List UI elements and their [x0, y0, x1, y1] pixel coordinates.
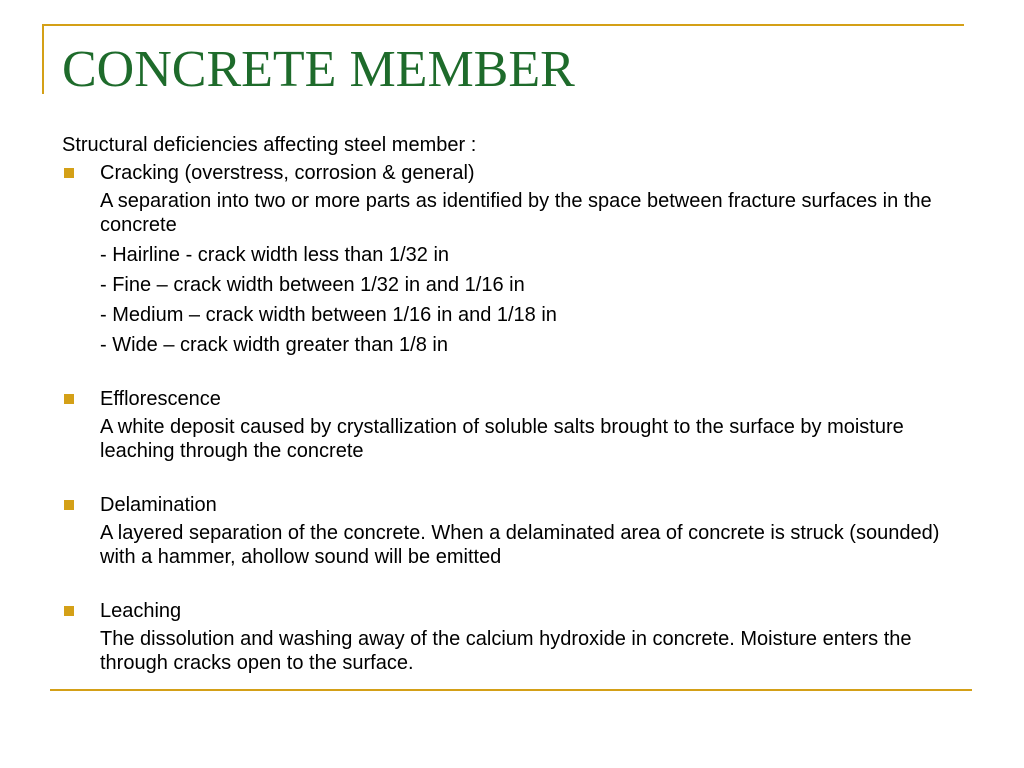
- slide-title: CONCRETE MEMBER: [62, 41, 575, 98]
- crack-width-wide: - Wide – crack width greater than 1/8 in: [100, 334, 448, 356]
- bullet-cracking: [62, 161, 962, 189]
- section-spacer: [62, 357, 962, 387]
- frame-top-rule: [42, 24, 964, 26]
- delamination-definition: A layered separation of the concrete. When a delaminated area of concrete is struck (sounded) with a hammer, ahollow sound will be emitted: [100, 522, 940, 568]
- bullet-heading: Efflorescence: [100, 388, 221, 410]
- bullet-heading: Delamination: [100, 494, 217, 516]
- square-bullet-icon: [64, 168, 74, 178]
- square-bullet-icon: [64, 500, 74, 510]
- frame-bottom-rule: [50, 689, 972, 691]
- crack-width-fine: - Fine – crack width between 1/32 in and 1/16 in: [100, 274, 525, 296]
- bullet-heading: Leaching: [100, 600, 182, 622]
- intro-text: Structural deficiencies affecting steel member :: [62, 134, 477, 156]
- section-spacer: [62, 569, 962, 599]
- crack-width-medium: - Medium – crack width between 1/16 in and 1/18 in: [100, 304, 557, 326]
- section-spacer: [62, 463, 962, 493]
- frame-left-rule: [42, 24, 44, 94]
- bullet-heading: Cracking (overstress, corrosion & general): [100, 162, 475, 184]
- efflorescence-definition: A white deposit caused by crystallization of soluble salts brought to the surface by moisture leaching through the concrete: [100, 416, 904, 462]
- square-bullet-icon: [64, 606, 74, 616]
- bullet-delamination: [62, 493, 962, 521]
- square-bullet-icon: [64, 394, 74, 404]
- slide-content: [62, 133, 962, 675]
- cracking-definition: A separation into two or more parts as identified by the space between fracture surfaces in the concrete: [100, 190, 932, 236]
- bullet-efflorescence: [62, 387, 962, 415]
- crack-width-hairline: - Hairline - crack width less than 1/32 in: [100, 244, 450, 266]
- bullet-leaching: [62, 599, 962, 627]
- leaching-definition: The dissolution and washing away of the calcium hydroxide in concrete. Moisture enters the through cracks open to the surface.: [100, 628, 912, 674]
